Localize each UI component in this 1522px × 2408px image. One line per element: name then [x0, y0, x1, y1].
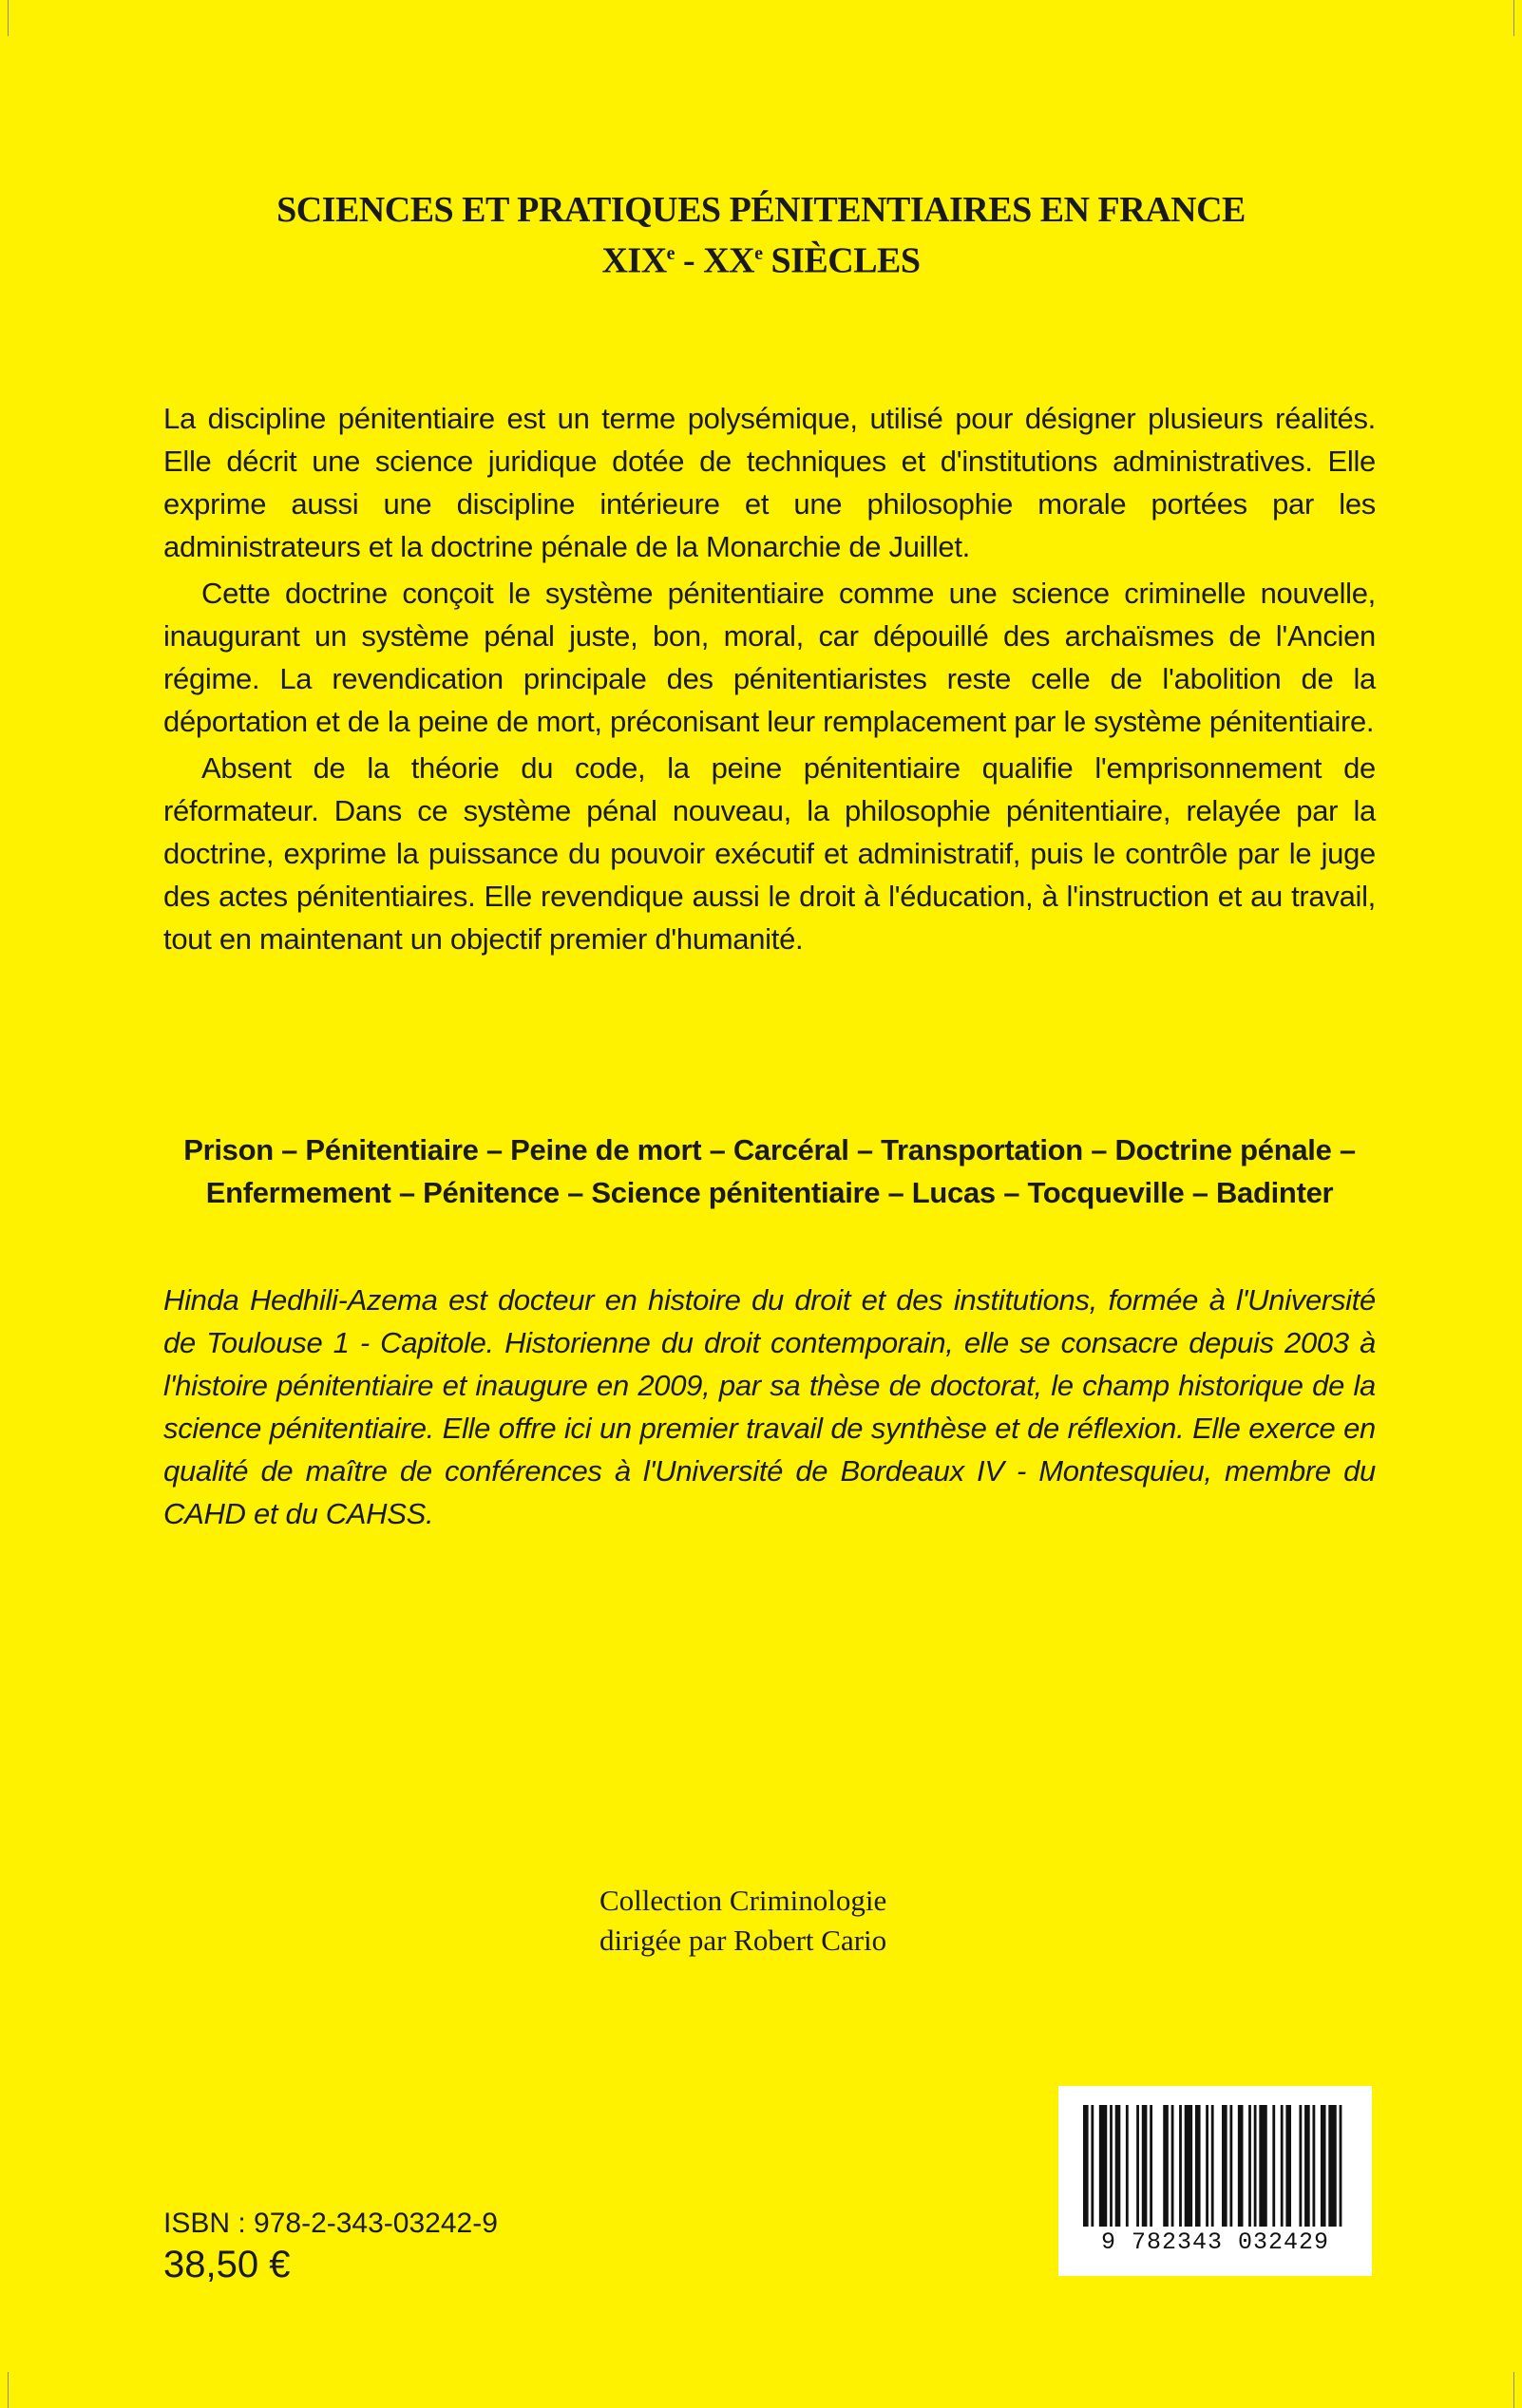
summary-paragraph-1: La discipline pénitentiaire est un terme polysémique, utilisé pour désigner plusieurs réalités. Elle décrit une science juridique dotée de techniques et d'institutions administratives. Elle exprime aussi une discipline intérieure et une philosophie morale portées par les administrateurs et la doctrine pénale de la Monarchie de Juillet. [163, 402, 1376, 563]
title-suffix: SIÈCLES [762, 240, 921, 281]
century-20: XX [703, 240, 755, 281]
collection-director: dirigée par Robert Cario [599, 1924, 887, 1957]
crop-mark-top-right [1513, 0, 1514, 36]
author-bio: Hinda Hedhili-Azema est docteur en histoire du droit et des institutions, formée à l'Université de Toulouse 1 - Capitole. Historienne du droit contemporain, elle se consacre depuis 2003 à l'histoire pénitentiaire et inaugure en 2009, par sa thèse de doctorat, le champ historique de la science pénitentiaire. Elle offre ici un premier travail de synthèse et de réflexion. Elle exerce en qualité de maître de conférences à l'Université de Bordeaux IV - Montesquieu, membre du CAHD et du CAHSS. [163, 1283, 1376, 1530]
barcode [1058, 2086, 1372, 2276]
collection-name: Collection Criminologie [599, 1884, 887, 1917]
book-title [0, 188, 1522, 283]
crop-mark-bottom-right [1513, 2372, 1514, 2408]
price: 38,50 € [163, 2244, 291, 2285]
isbn: ISBN : 978-2-343-03242-9 [163, 2208, 498, 2239]
collection-info [599, 1881, 980, 1961]
century-20-sup: e [754, 243, 763, 264]
summary-text [163, 397, 1376, 964]
century-19-sup: e [666, 243, 675, 264]
crop-mark-top-left [8, 0, 9, 36]
title-separator: - [675, 240, 704, 281]
barcode-bars-icon [1083, 2105, 1347, 2227]
barcode-number: 9 782343 032429 [1100, 2228, 1330, 2256]
title-line-1: SCIENCES ET PRATIQUES PÉNITENTIAIRES EN FRANCE [276, 190, 1246, 230]
summary-paragraph-2: Cette doctrine conçoit le système pénitentiaire comme une science criminelle nouvelle, inaugurant un système pénal juste, bon, moral, car dépouillé des archaïsmes de l'Ancien régime. La revendication principale des pénitentiaristes reste celle de l'abolition de la déportation et de la peine de mort, préconisant leur remplacement par le système pénitentiaire. [163, 577, 1376, 738]
keywords: Prison – Pénitentiaire – Peine de mort – Carcéral – Transportation – Doctrine pénale – Enfermement – Pénitence – Science pénitentiaire – Lucas – Tocqueville – Badinter [183, 1133, 1356, 1209]
title-line-2 [0, 232, 1522, 283]
crop-mark-bottom-left [8, 2372, 9, 2408]
summary-paragraph-3: Absent de la théorie du code, la peine pénitentiaire qualifie l'emprisonnement de réformateur. Dans ce système pénal nouveau, la philosophie pénitentiaire, relayée par la doctrine, exprime la puissance du pouvoir exécutif et administratif, puis le contrôle par le juge des actes pénitentiaires. Elle revendique aussi le droit à l'éducation, à l'instruction et au travail, tout en maintenant un objectif premier d'humanité. [163, 751, 1376, 956]
century-19: XIX [601, 240, 667, 281]
